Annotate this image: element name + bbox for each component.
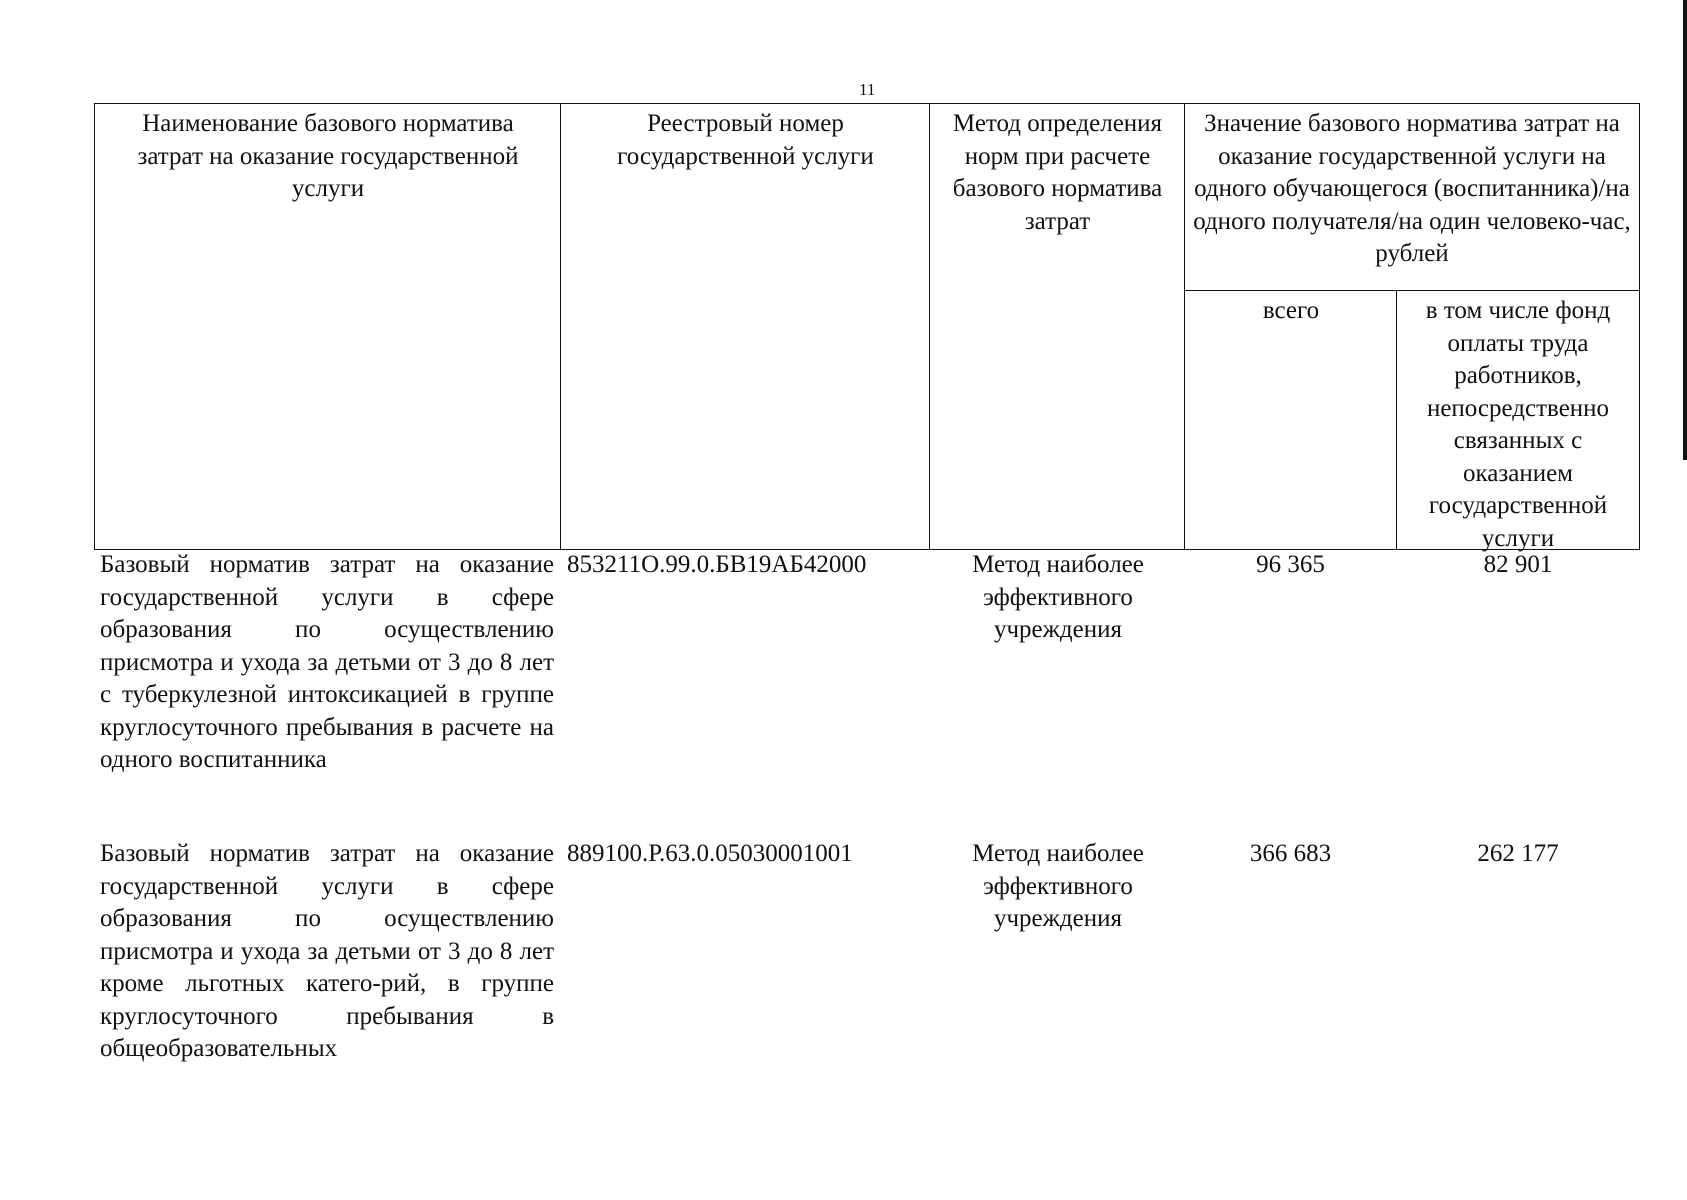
row2-wage-fund: 262 177 <box>1477 840 1559 867</box>
row1-total: 96 365 <box>1256 551 1325 578</box>
row2-name: Базовый норматив затрат на оказание государственной услуги в сфере образования по осуществлению присмотра и ухода за детьми от 3 до 8 лет кроме льготных катего-рий, в группе круглосуточного пребывания в общеобразовательных <box>100 840 554 1062</box>
row1-wage-fund: 82 901 <box>1483 551 1553 578</box>
header-name <box>94 103 561 550</box>
header-name-text: Наименование базового норматива затрат на оказание государственной услуги <box>137 110 519 202</box>
row1-method: Метод наиболее эффективного учреждения <box>972 551 1144 643</box>
header-value-text: Значение базового норматива затрат на оказание государственной услуги на одного обучающегося (воспитанника)/на одного получателя/на один человеко-час, рублей <box>1193 110 1631 267</box>
row2-method: Метод наиболее эффективного учреждения <box>972 840 1144 932</box>
header-registry-number <box>560 103 930 550</box>
header-wage-fund <box>1396 290 1640 550</box>
header-method-text: Метод определения норм при расчете базового норматива затрат <box>952 110 1163 235</box>
header-total <box>1184 290 1397 550</box>
header-wage-fund-text: в том числе фонд оплаты труда работников, непосредственно связанных с оказанием государственной услуги <box>1425 297 1611 552</box>
row1-name: Базовый норматив затрат на оказание государственной услуги в сфере образования по осуществлению присмотра и ухода за детьми от 3 до 8 лет с туберкулезной интоксикацией в группе круглосуточного пребывания в расчете на одного воспитанника <box>100 551 554 773</box>
header-total-text: всего <box>1262 297 1320 324</box>
header-method <box>929 103 1185 550</box>
header-value <box>1184 103 1640 291</box>
page-number: 11 <box>859 80 876 99</box>
row1-registry-number: 853211О.99.0.БВ19АБ42000 <box>567 551 867 578</box>
header-registry-number-text: Реестровый номер государственной услуги <box>617 110 874 170</box>
row2-total: 366 683 <box>1249 840 1332 867</box>
scan-edge-mark <box>1683 0 1687 460</box>
row2-registry-number: 889100.Р.63.0.05030001001 <box>567 840 853 867</box>
